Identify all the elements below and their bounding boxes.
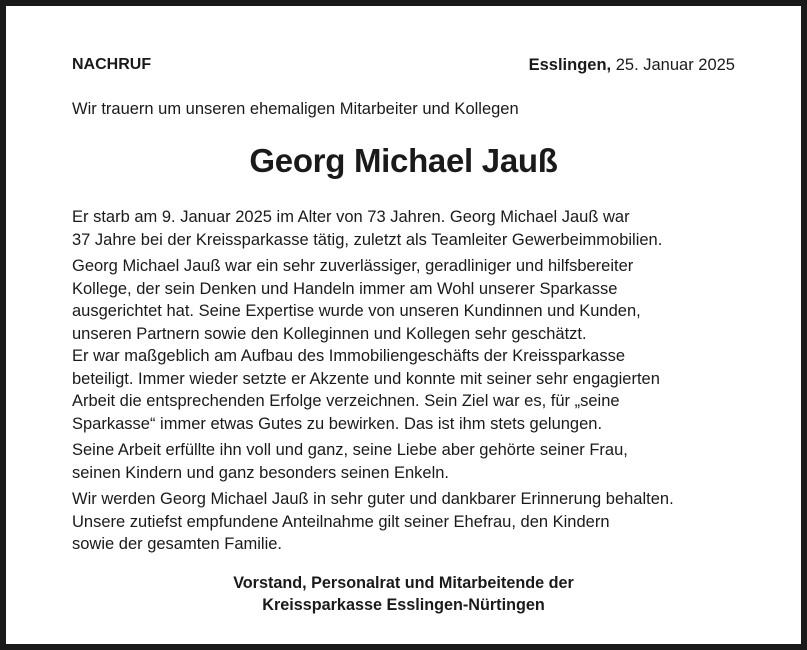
body-line: Arbeit die entsprechenden Erfolge verzeichnen. Sein Ziel war es, für „seine bbox=[72, 392, 620, 410]
body-paragraph bbox=[72, 488, 772, 556]
body-line: Er war maßgeblich am Aufbau des Immobiliengeschäfts der Kreissparkasse bbox=[72, 347, 625, 365]
body-line: seinen Kindern und ganz besonders seinen Enkeln. bbox=[72, 463, 450, 482]
body-line: Seine Arbeit erfüllte ihn voll und ganz, seine Liebe aber gehörte seiner Frau, bbox=[72, 441, 628, 459]
body-line: Sparkasse“ immer etwas Gutes zu bewirken. Das ist ihm stets gelungen. bbox=[72, 414, 603, 433]
notice-header bbox=[72, 56, 735, 78]
body-line: sowie der gesamten Familie. bbox=[72, 535, 283, 553]
dateline-city: Esslingen, bbox=[528, 56, 612, 74]
dateline-date: 25. Januar 2025 bbox=[611, 56, 735, 74]
intro-text: Wir trauern um unseren ehemaligen Mitarbeiter und Kollegen bbox=[72, 100, 519, 118]
section-label: NACHRUF bbox=[72, 56, 152, 73]
body-line: beteiligt. Immer wieder setzte er Akzente und konnte mit seiner sehr engagierten bbox=[72, 369, 660, 388]
body-line: Er starb am 9. Januar 2025 im Alter von 73 Jahren. Georg Michael Jauß war bbox=[72, 208, 630, 226]
body-paragraph bbox=[72, 206, 772, 251]
body-line: 37 Jahre bei der Kreissparkasse tätig, zuletzt als Teamleiter Gewerbeimmobilien. bbox=[72, 230, 663, 249]
body-line: Wir werden Georg Michael Jauß in sehr guter und dankbarer Erinnerung behalten. bbox=[72, 490, 674, 508]
body-line: Kollege, der sein Denken und Handeln immer am Wohl unserer Sparkasse bbox=[72, 279, 618, 298]
body-line: ausgerichtet hat. Seine Expertise wurde von unseren Kundinnen und Kunden, bbox=[72, 302, 641, 320]
body-paragraph bbox=[72, 439, 772, 484]
dateline bbox=[529, 56, 735, 75]
body-paragraph bbox=[72, 255, 772, 435]
deceased-name: Georg Michael Jauß bbox=[249, 142, 558, 179]
obituary-body bbox=[72, 206, 772, 560]
body-line: Georg Michael Jauß war ein sehr zuverlässiger, geradliniger und hilfsbereiter bbox=[72, 257, 634, 275]
body-line: Unsere zutiefst empfundene Anteilnahme gilt seiner Ehefrau, den Kindern bbox=[72, 512, 610, 531]
body-line: unseren Partnern sowie den Kolleginnen und Kollegen sehr geschätzt. bbox=[72, 324, 587, 343]
signature-line: Vorstand, Personalrat und Mitarbeitende der bbox=[233, 574, 574, 592]
signature-block bbox=[6, 572, 801, 616]
signature-line: Kreissparkasse Esslingen-Nürtingen bbox=[262, 596, 545, 614]
